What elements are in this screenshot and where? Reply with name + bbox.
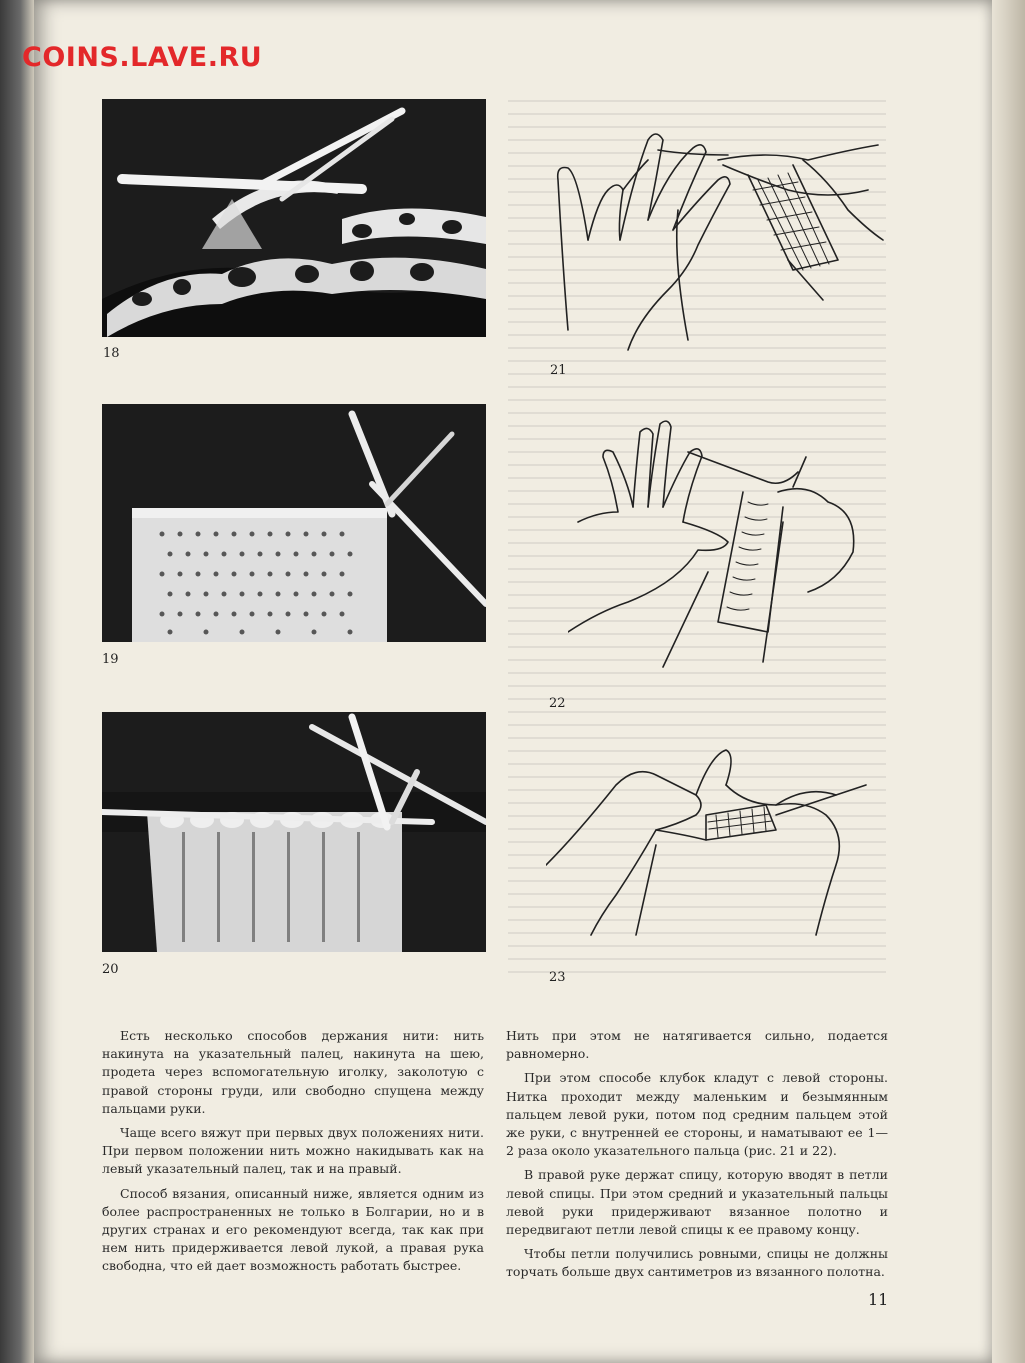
paragraph: Чаще всего вяжут при первых двух положениях нити. При первом положении нить можно накидывать как на левый указательный палец, так и на правый. bbox=[102, 1125, 484, 1177]
drawing-figure-23 bbox=[546, 745, 876, 945]
photo-figure-19 bbox=[102, 404, 486, 642]
figure-label-22: 22 bbox=[549, 696, 566, 711]
paragraph: При этом способе клубок кладут с левой стороны. Нитка проходит между маленьким и безымянным пальцем левой руки, потом под средним пальцем этой же руки, с внутренней ее стороны, и наматывают ее 1—2 раза около указательного пальца (рис. 21 и 22). bbox=[506, 1070, 888, 1159]
book-gutter-shadow bbox=[0, 0, 34, 1363]
figure-label-21: 21 bbox=[550, 363, 567, 378]
paragraph: Способ вязания, описанный ниже, является одним из более распространенных не только в Болгарии, но и в других странах и его рекомендуют всегда, так как при нем нить придерживается левой лукой, а правая рука свободна, что ей дает возможность работать быстрее. bbox=[102, 1185, 484, 1274]
figure-label-18: 18 bbox=[103, 346, 120, 361]
figure-label-23: 23 bbox=[549, 970, 566, 985]
watermark-text: COINS.LAVE.RU bbox=[22, 42, 263, 73]
paragraph: В правой руке держат спицу, которую вводят в петли левой спицы. При этом средний и указательный пальцы левой руки придерживают вязанное полотно и передвигают петли левой спицы к ее правому концу. bbox=[506, 1167, 888, 1238]
paragraph: Нить при этом не натягивается сильно, подается равномерно. bbox=[506, 1028, 888, 1062]
right-text-column bbox=[506, 1027, 888, 1288]
drawing-figure-22 bbox=[568, 412, 868, 672]
drawing-figure-21 bbox=[548, 120, 888, 360]
figure-label-19: 19 bbox=[102, 652, 119, 667]
photo-figure-20 bbox=[102, 712, 486, 952]
left-text-column bbox=[102, 1027, 484, 1282]
paragraph: Есть несколько способов держания нити: нить накинута на указательный палец, накинута на шею, продета через вспомогательную иголку, заколотую с правой стороны груди, или свободно спущена между пальцами руки. bbox=[102, 1028, 484, 1116]
page-edge bbox=[992, 0, 1025, 1363]
paragraph: Чтобы петли получились ровными, спицы не должны торчать больше двух сантиметров из вязанного полотна. bbox=[506, 1246, 888, 1280]
page-number: 11 bbox=[868, 1290, 889, 1309]
figure-label-20: 20 bbox=[102, 962, 119, 977]
photo-figure-18 bbox=[102, 99, 486, 337]
